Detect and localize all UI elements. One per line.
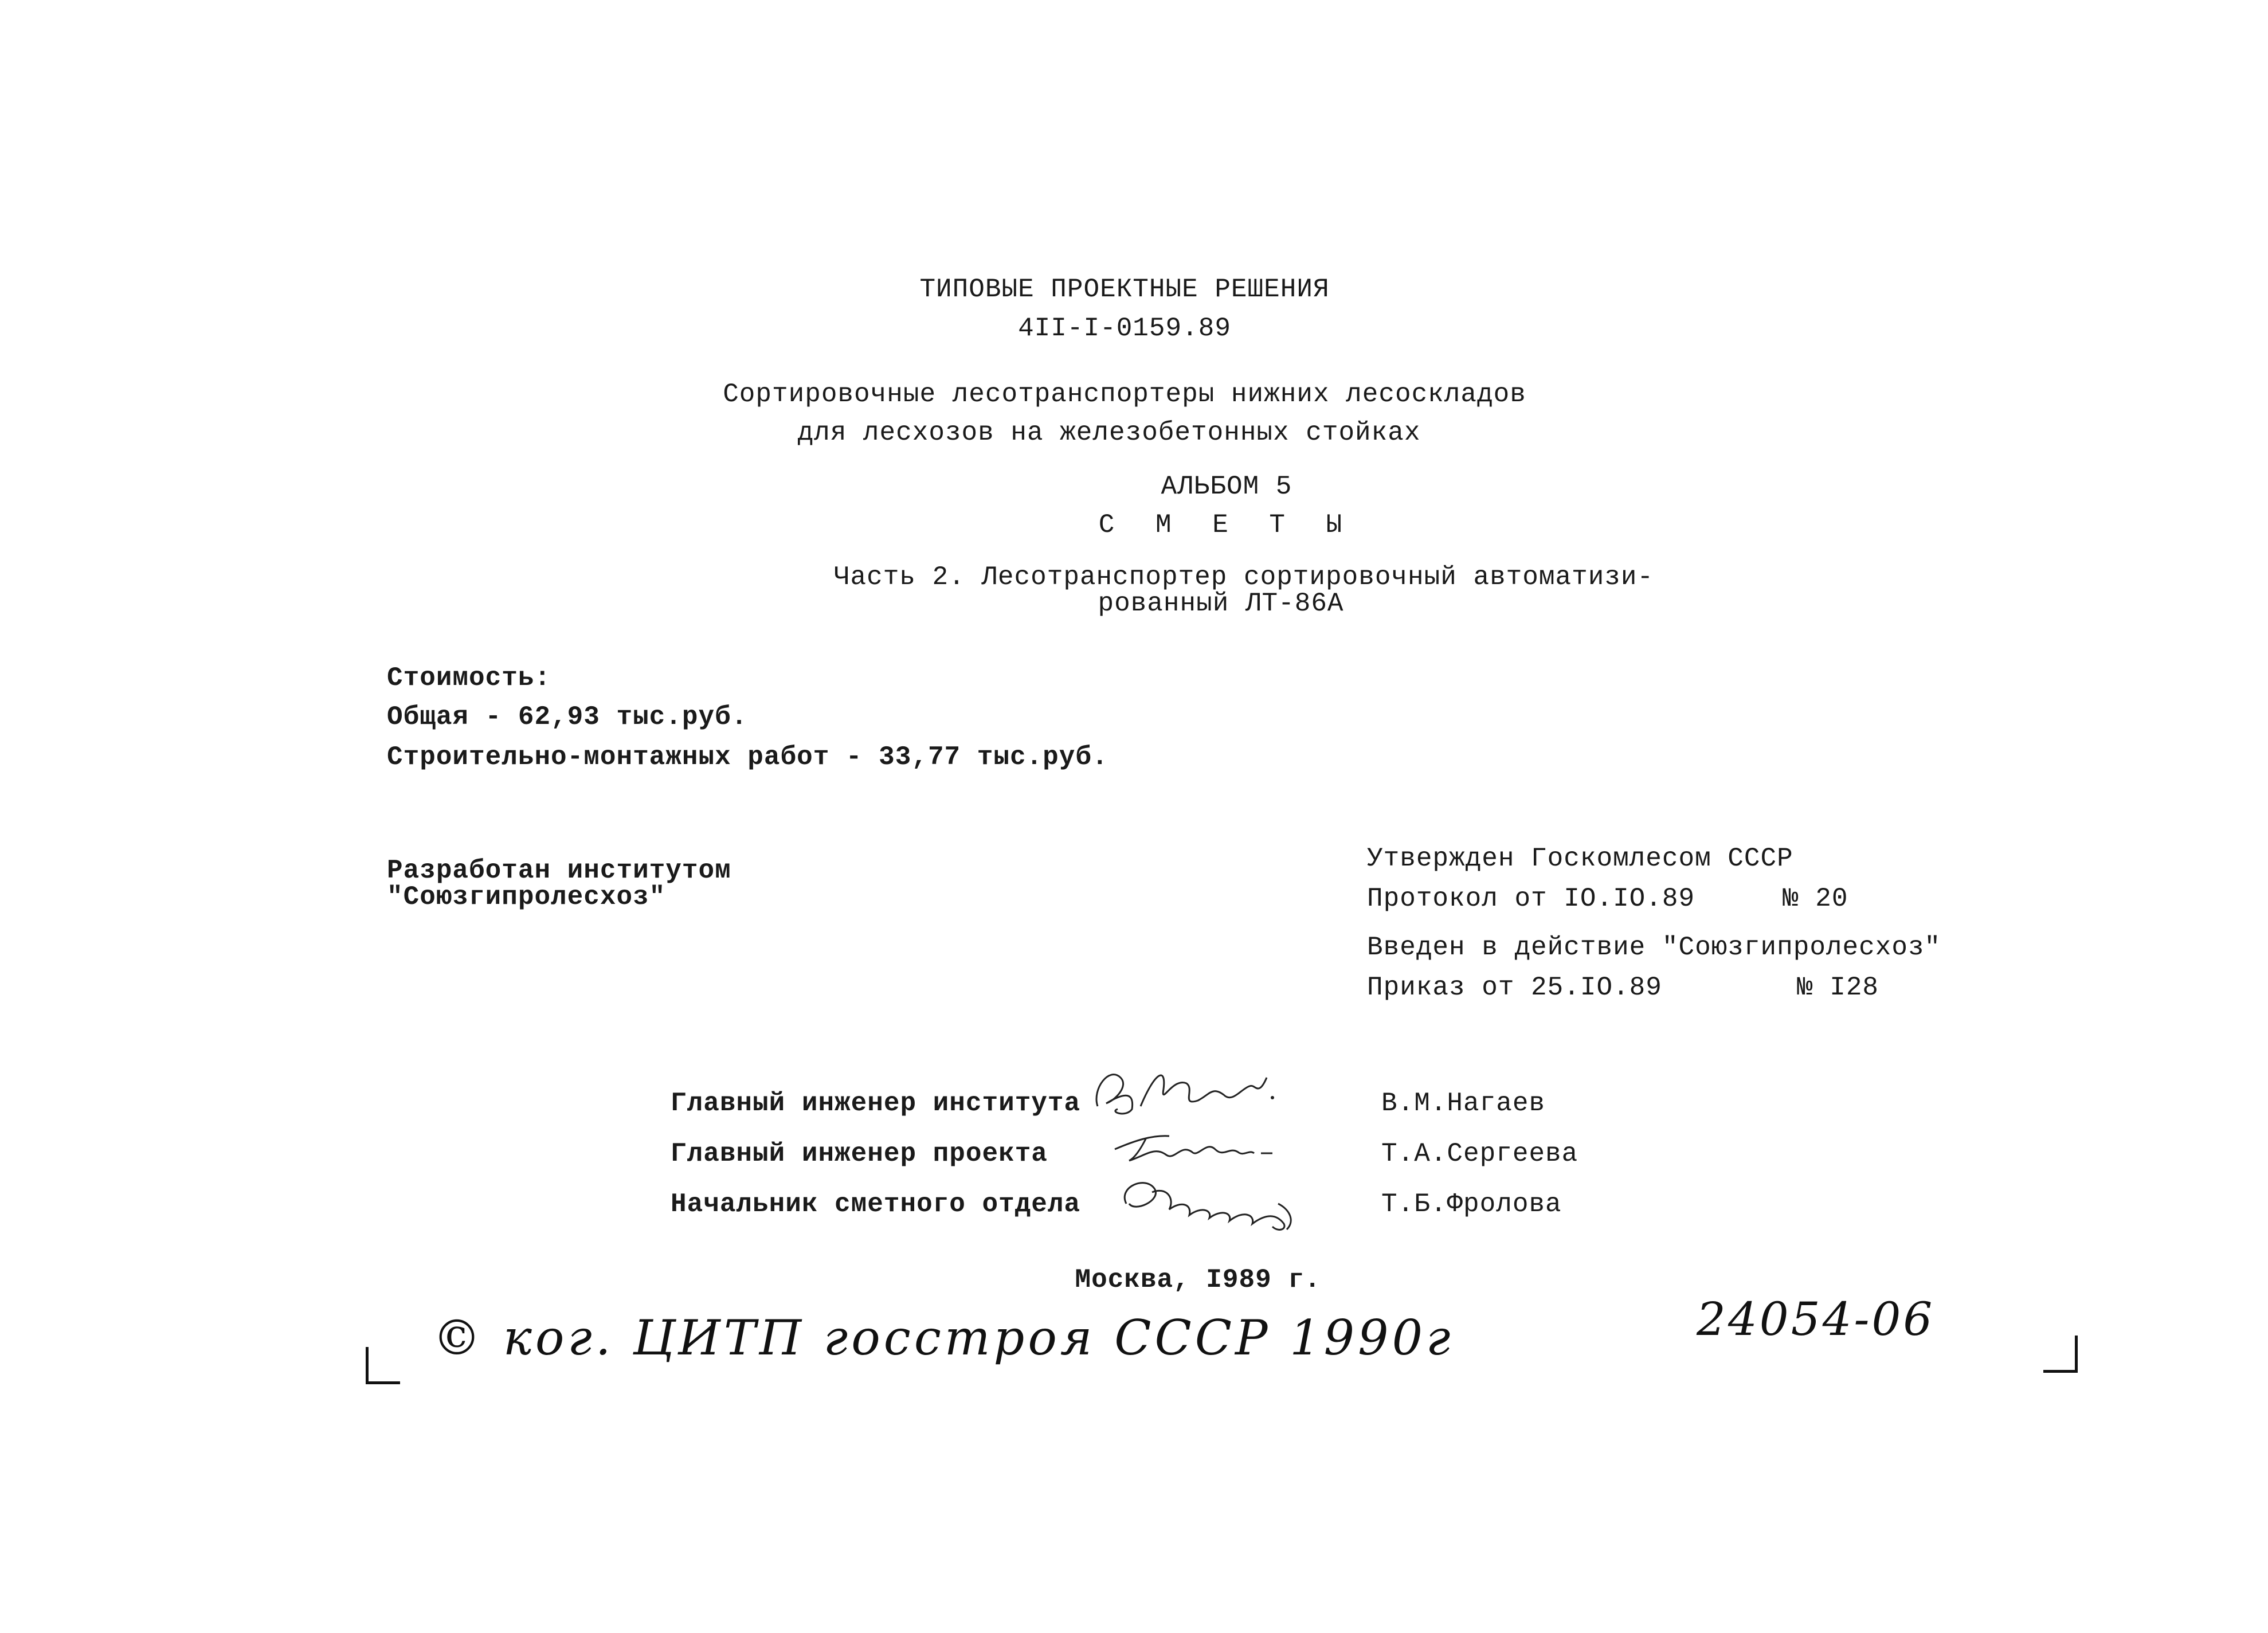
cost-total: Общая - 62,93 тыс.руб. — [387, 702, 748, 732]
protocol-number: № 20 — [1783, 884, 1848, 914]
signature-frolova — [1112, 1169, 1313, 1238]
cost-heading: Стоимость: — [387, 663, 551, 693]
section-title: С М Е Т Ы — [1098, 510, 1355, 540]
subject-line-1: Сортировочные лесотранспортеры нижних лесоскладов — [723, 379, 1526, 409]
signatory-role: Начальник сметного отдела — [671, 1189, 1081, 1219]
signatory-role: Главный инженер проекта — [671, 1139, 1048, 1169]
developer-line-2: "Союзгипролесхоз" — [387, 882, 666, 912]
place-year: Москва, I989 г. — [1075, 1265, 1321, 1295]
document-code: 4II-I-0159.89 — [1018, 314, 1231, 343]
part-line-2: рованный ЛТ-86А — [1098, 589, 1344, 618]
developer-line-1: Разработан институтом — [387, 856, 731, 886]
enacted-by: Введен в действие "Союзгипролесхоз" — [1367, 933, 1941, 962]
subject-line-2: для лесхозов на железобетонных стойках — [797, 418, 1421, 448]
order-date: Приказ от 25.IO.89 — [1367, 973, 1662, 1002]
series-title: ТИПОВЫЕ ПРОЕКТНЫЕ РЕШЕНИЯ — [919, 275, 1330, 304]
album-number: АЛЬБОМ 5 — [1161, 472, 1292, 502]
crop-mark-right — [2043, 1336, 2078, 1373]
approved-by: Утвержден Госкомлесом СССР — [1367, 844, 1793, 874]
signature-sergeeva — [1112, 1123, 1278, 1169]
signatory-role: Главный инженер института — [671, 1088, 1081, 1118]
cost-construction: Строительно-монтажных работ - 33,77 тыс.руб. — [387, 742, 1108, 772]
copyright-stamp: © ког. ЦИТП госстроя СССР 1990г — [433, 1310, 1454, 1366]
protocol-date: Протокол от IO.IO.89 — [1367, 884, 1695, 914]
inventory-number: 24054-06 — [1697, 1293, 1935, 1346]
order-number: № I28 — [1797, 973, 1879, 1002]
part-line-1: Часть 2. Лесотранспортер сортировочный автоматизи- — [833, 562, 1654, 592]
signature-nagaev — [1086, 1055, 1281, 1123]
signatory-name: Т.А.Сергеева — [1381, 1139, 1578, 1169]
signatory-name: Т.Б.Фролова — [1381, 1189, 1562, 1219]
signatory-name: В.М.Нагаев — [1381, 1088, 1546, 1118]
crop-mark-left — [366, 1347, 400, 1384]
